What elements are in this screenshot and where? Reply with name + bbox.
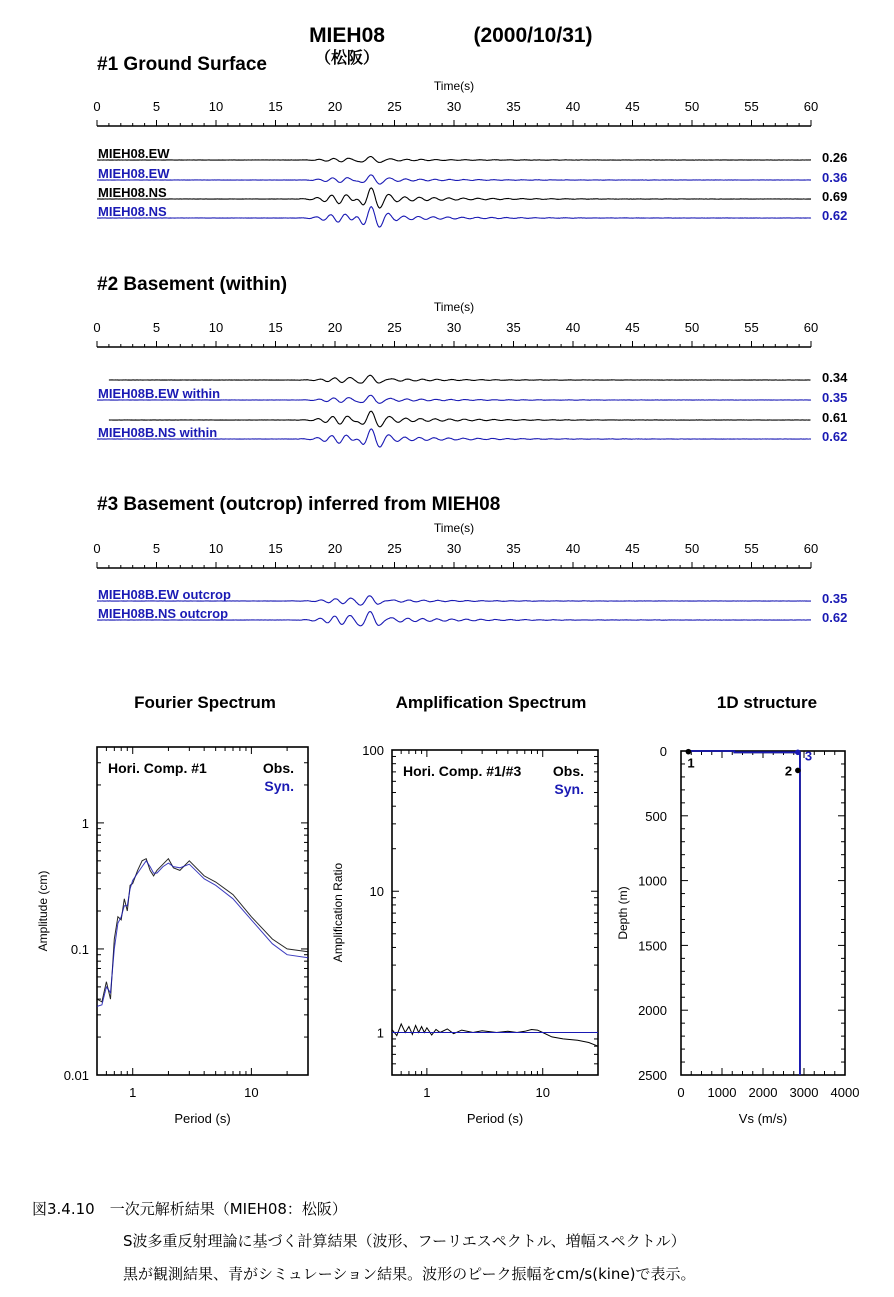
x-tick-label: 20 xyxy=(327,541,343,556)
y-tick-label: 0.1 xyxy=(70,941,89,957)
trace-label: MIEH08.EW xyxy=(98,166,170,181)
x-tick-label: 15 xyxy=(268,541,283,556)
x-tick-label: 25 xyxy=(387,320,402,335)
series-line xyxy=(689,751,800,1075)
trace-peak-value: 0.62 xyxy=(822,208,848,223)
trace-peak-value: 0.35 xyxy=(822,390,848,405)
legend-synthetic: Syn. xyxy=(554,781,584,797)
y-tick-label: 100 xyxy=(362,743,384,758)
x-axis-label: Period (s) xyxy=(466,1111,524,1126)
trace-peak-value: 0.61 xyxy=(822,410,848,425)
plot-frame xyxy=(97,747,308,1075)
waveform-trace xyxy=(97,207,811,227)
trace-peak-value: 0.26 xyxy=(822,150,848,165)
trace-peak-value: 0.62 xyxy=(822,610,848,625)
trace-label: MIEH08.NS xyxy=(98,204,167,219)
x-tick-label: 10 xyxy=(535,1085,550,1100)
waveform-panels xyxy=(93,54,848,626)
spectrum-panel-3 xyxy=(616,693,859,1126)
y-tick-label: 1500 xyxy=(638,938,667,954)
panel-title: Amplification Spectrum xyxy=(395,693,587,712)
x-tick-label: 1 xyxy=(129,1085,137,1100)
x-tick-label: 10 xyxy=(208,541,224,556)
trace-peak-value: 0.69 xyxy=(822,189,848,204)
trace-label: MIEH08B.NS outcrop xyxy=(98,606,229,621)
waveform-trace xyxy=(109,375,811,383)
y-axis-label: Depth (m) xyxy=(616,886,630,940)
x-tick-label: 50 xyxy=(684,541,700,556)
panel-annotation: Hori. Comp. #1 xyxy=(108,760,207,776)
plot-frame xyxy=(392,750,598,1075)
station-title: MIEH08 xyxy=(309,24,385,47)
x-tick-label: 4000 xyxy=(830,1085,860,1100)
x-tick-label: 55 xyxy=(744,99,759,114)
trace-label: MIEH08B.NS within xyxy=(98,425,218,440)
x-tick-label: 45 xyxy=(625,99,640,114)
x-axis-label: Time(s) xyxy=(433,79,475,93)
x-tick-label: 10 xyxy=(208,99,224,114)
x-tick-label: 15 xyxy=(268,320,283,335)
waveform-trace xyxy=(97,175,811,184)
y-tick-label: 0 xyxy=(659,744,667,759)
waveform-panel-1 xyxy=(93,54,847,227)
spectrum-panel-2 xyxy=(331,693,598,1126)
y-tick-label: 2500 xyxy=(638,1068,667,1083)
x-tick-label: 10 xyxy=(244,1085,259,1100)
trace-peak-value: 0.34 xyxy=(822,370,848,385)
layer-point xyxy=(686,749,692,755)
series-line xyxy=(97,861,308,1007)
x-axis-label: Time(s) xyxy=(433,521,475,535)
legend-observed: Obs. xyxy=(552,763,584,779)
x-tick-label: 35 xyxy=(506,320,521,335)
x-tick-label: 20 xyxy=(327,320,343,335)
trace-label: MIEH08.EW xyxy=(98,146,170,161)
x-tick-label: 25 xyxy=(387,99,402,114)
layer-label: 1 xyxy=(687,755,695,771)
legend-observed: Obs. xyxy=(262,760,294,776)
station-local-name: （松阪） xyxy=(314,50,380,67)
panel-title: #1 Ground Surface xyxy=(97,54,267,75)
x-tick-label: 20 xyxy=(327,99,343,114)
x-tick-label: 30 xyxy=(446,99,462,114)
x-tick-label: 50 xyxy=(684,99,700,114)
x-tick-label: 40 xyxy=(565,320,581,335)
plot-frame xyxy=(681,751,845,1075)
x-tick-label: 50 xyxy=(684,320,700,335)
layer-point xyxy=(795,768,801,774)
x-tick-label: 25 xyxy=(387,541,402,556)
x-tick-label: 60 xyxy=(803,320,819,335)
panel-annotation: Hori. Comp. #1/#3 xyxy=(403,763,522,779)
panel-title: 1D structure xyxy=(716,693,818,712)
waveform-panel-2 xyxy=(93,274,848,447)
x-tick-label: 0 xyxy=(93,99,101,114)
x-tick-label: 1000 xyxy=(707,1085,737,1100)
waveform-trace xyxy=(97,188,811,208)
y-tick-label: 1000 xyxy=(638,873,667,889)
y-tick-label: 1 xyxy=(81,815,89,831)
y-tick-label: 1 xyxy=(376,1025,384,1041)
x-tick-label: 30 xyxy=(446,541,462,556)
y-axis-label: Amplification Ratio xyxy=(331,862,345,963)
trace-label: MIEH08.NS xyxy=(98,185,167,200)
legend-synthetic: Syn. xyxy=(264,778,294,794)
x-tick-label: 40 xyxy=(565,541,581,556)
trace-peak-value: 0.62 xyxy=(822,429,848,444)
spectrum-panels xyxy=(36,693,859,1126)
caption-line-1: 図3.4.10 一次元解析結果（MIEH08：松阪） xyxy=(32,1200,347,1218)
caption-line-2: S波多重反射理論に基づく計算結果（波形、フーリエスペクトル、増幅スペクトル） xyxy=(123,1232,686,1250)
x-tick-label: 55 xyxy=(744,320,759,335)
series-line xyxy=(392,1024,598,1046)
x-tick-label: 45 xyxy=(625,320,640,335)
x-tick-label: 30 xyxy=(446,320,462,335)
x-tick-label: 0 xyxy=(93,541,101,556)
panel-title: #3 Basement (outcrop) inferred from MIEH08 xyxy=(97,494,501,515)
date-title: (2000/10/31) xyxy=(473,24,593,47)
trace-label: MIEH08B.EW within xyxy=(98,386,221,401)
y-axis-label: Amplitude (cm) xyxy=(36,870,50,952)
x-tick-label: 0 xyxy=(677,1085,685,1100)
layer-label: 2 xyxy=(784,763,793,779)
x-tick-label: 3000 xyxy=(789,1085,819,1100)
x-tick-label: 60 xyxy=(803,541,819,556)
x-tick-label: 55 xyxy=(744,541,759,556)
x-axis-label: Time(s) xyxy=(433,300,475,314)
y-tick-label: 10 xyxy=(369,884,384,900)
panel-title: Fourier Spectrum xyxy=(134,693,276,712)
x-axis-label: Vs (m/s) xyxy=(738,1111,788,1126)
y-tick-label: 0.01 xyxy=(63,1068,89,1083)
spectrum-panel-1 xyxy=(36,693,308,1126)
trace-peak-value: 0.35 xyxy=(822,591,848,606)
x-tick-label: 5 xyxy=(152,99,161,114)
x-tick-label: 10 xyxy=(208,320,224,335)
trace-label: MIEH08B.EW outcrop xyxy=(98,587,231,602)
x-tick-label: 60 xyxy=(803,99,819,114)
y-tick-label: 2000 xyxy=(638,1003,667,1019)
x-tick-label: 35 xyxy=(506,99,521,114)
caption-line-3: 黒が観測結果、青がシミュレーション結果。波形のピーク振幅をcm/s(kine)で表示。 xyxy=(123,1265,696,1283)
x-tick-label: 2000 xyxy=(748,1085,778,1100)
waveform-panel-3 xyxy=(93,494,847,626)
layer-point xyxy=(795,749,801,755)
x-tick-label: 15 xyxy=(268,99,283,114)
series-line xyxy=(689,751,800,1075)
x-tick-label: 35 xyxy=(506,541,521,556)
x-tick-label: 5 xyxy=(152,320,161,335)
layer-label: 3 xyxy=(804,748,813,764)
series-line xyxy=(97,859,308,1002)
x-tick-label: 40 xyxy=(565,99,581,114)
panel-title: #2 Basement (within) xyxy=(97,274,288,295)
x-tick-label: 5 xyxy=(152,541,161,556)
waveform-trace xyxy=(97,157,811,163)
x-tick-label: 0 xyxy=(93,320,101,335)
x-axis-label: Period (s) xyxy=(174,1111,231,1126)
x-tick-label: 1 xyxy=(423,1085,431,1100)
y-tick-label: 500 xyxy=(645,808,667,824)
trace-peak-value: 0.36 xyxy=(822,170,848,185)
x-tick-label: 45 xyxy=(625,541,640,556)
